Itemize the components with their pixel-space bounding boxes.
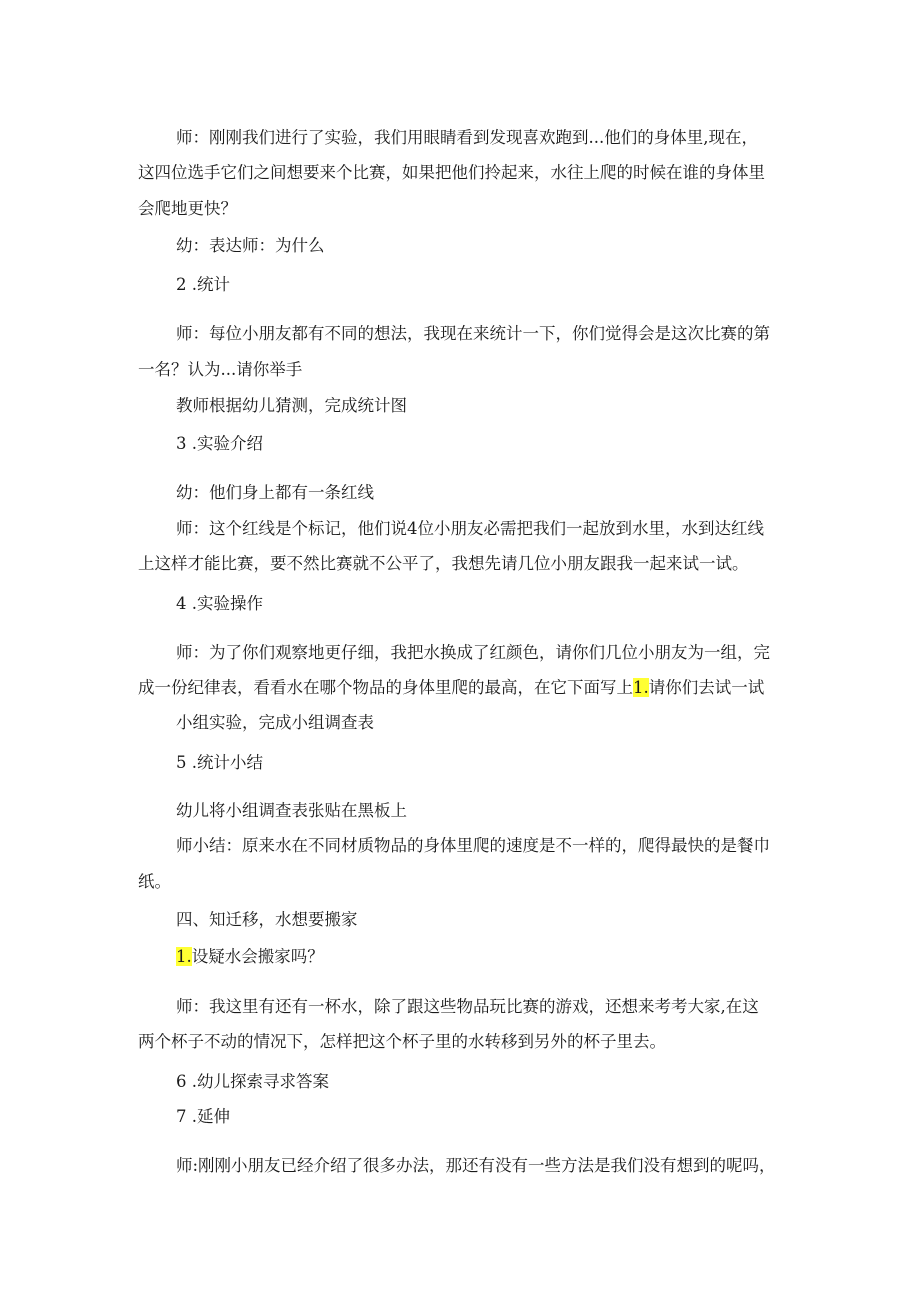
paragraph-line: 教师根据幼儿猜测，完成统计图 [176, 396, 407, 415]
paragraph-line: 纸。 [138, 872, 171, 891]
section-heading: 四、知迁移，水想要搬家 [176, 910, 358, 929]
section-heading: 3 .实验介绍 [176, 434, 263, 453]
section-heading: 4 .实验操作 [176, 594, 263, 613]
paragraph-line: 幼：他们身上都有一条红线 [176, 483, 374, 502]
paragraph-line: 师：这个红线是个标记，他们说4位小朋友必需把我们一起放到水里，水到达红线 [176, 519, 764, 538]
paragraph-line: 师:刚刚小朋友已经介绍了很多办法，那还有没有一些方法是我们没有想到的呢吗， [176, 1156, 776, 1175]
section-heading [176, 946, 324, 968]
paragraph-line: 上这样才能比赛，要不然比赛就不公平了，我想先请几位小朋友跟我一起来试一试。 [138, 554, 749, 573]
paragraph-line: 师：我这里有还有一杯水，除了跟这些物品玩比赛的游戏，还想来考考大家,在这 [176, 997, 759, 1016]
paragraph-line: 幼：表达师：为什么 [176, 236, 325, 255]
paragraph-line [138, 677, 764, 699]
paragraph-line: 会爬地更快？ [138, 199, 237, 218]
paragraph-line: 一名？认为...请你举手 [138, 360, 303, 379]
paragraph-line: 这四位选手它们之间想要来个比赛，如果把他们拎起来，水往上爬的时候在谁的身体里 [138, 163, 765, 182]
paragraph-line: 小组实验，完成小组调查表 [176, 713, 374, 732]
section-heading: 6 .幼儿探索寻求答案 [176, 1072, 329, 1091]
paragraph-text: 请你们去试一试 [648, 678, 765, 697]
section-heading: 7 .延伸 [176, 1107, 230, 1126]
heading-text: 设疑水会搬家吗？ [191, 947, 324, 966]
paragraph-line: 师小结：原来水在不同材质物品的身体里爬的速度是不一样的，爬得最快的是餐巾 [176, 836, 770, 855]
section-heading: 2 .统计 [176, 275, 230, 294]
paragraph-line: 师：每位小朋友都有不同的想法，我现在来统计一下，你们觉得会是这次比赛的第 [176, 324, 770, 343]
paragraph-line: 幼儿将小组调查表张贴在黑板上 [176, 801, 407, 820]
highlighted-number: 1. [176, 947, 192, 966]
paragraph-line: 两个杯子不动的情况下，怎样把这个杯子里的水转移到另外的杯子里去。 [138, 1032, 666, 1051]
paragraph-text: 成一份纪律表，看看水在哪个物品的身体里爬的最高，在它下面写上 [138, 678, 633, 697]
paragraph-line: 师：刚刚我们进行了实验，我们用眼睛看到发现喜欢跑到...他们的身体里,现在， [176, 128, 758, 147]
highlighted-number: 1. [633, 678, 649, 697]
section-heading: 5 .统计小结 [176, 753, 263, 772]
paragraph-line: 师：为了你们观察地更仔细，我把水换成了红颜色，请你们几位小朋友为一组，完 [176, 643, 770, 662]
